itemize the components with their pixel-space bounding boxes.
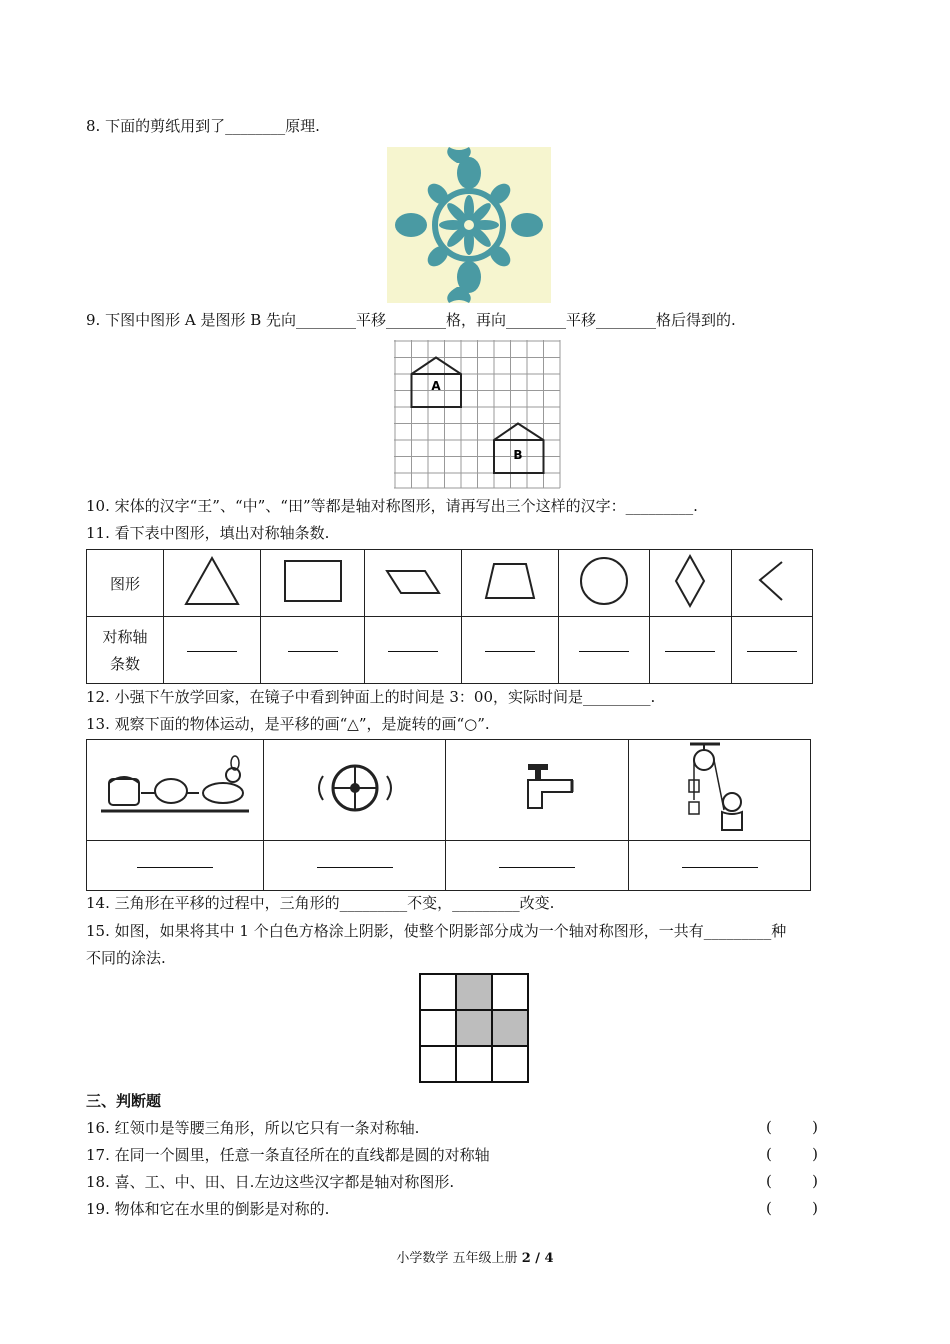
answer-blank[interactable] (731, 617, 812, 684)
answer-bracket[interactable]: ( ) (766, 1118, 818, 1136)
answer-blank[interactable] (446, 841, 629, 891)
answer-blank[interactable] (87, 841, 264, 891)
answer-blank[interactable] (559, 617, 650, 684)
papercut-image (387, 147, 551, 303)
shape-parallelogram (364, 550, 461, 617)
answer-blank[interactable] (261, 617, 365, 684)
answer-bracket[interactable]: ( ) (766, 1199, 818, 1217)
pic-faucet (446, 740, 629, 841)
answer-blank[interactable] (164, 617, 261, 684)
answer-blank[interactable] (650, 617, 731, 684)
question-8: 8. 下面的剪纸用到了________原理. (86, 117, 320, 135)
answer-bracket[interactable]: ( ) (766, 1145, 818, 1163)
answer-bracket[interactable]: ( ) (766, 1172, 818, 1190)
question-14: 14. 三角形在平移的过程中，三角形的_________不变，_________改变. (86, 894, 555, 912)
question-17: 17. 在同一个圆里，任意一条直径所在的直线都是圆的对称轴 (86, 1146, 490, 1164)
question-19: 19. 物体和它在水里的倒影是对称的. (86, 1200, 330, 1218)
shape-angle (731, 550, 812, 617)
section-title: 三、判断题 (86, 1092, 162, 1110)
shape-rectangle (261, 550, 365, 617)
shape-b-label: B (513, 448, 523, 462)
answer-blank[interactable] (462, 617, 559, 684)
question-15-line1: 15. 如图，如果将其中 1 个白色方格涂上阴影，使整个阴影部分成为一个轴对称图形，一共有_________种 (86, 922, 787, 940)
row-label-shape: 图形 (87, 550, 164, 617)
answer-blank[interactable] (629, 841, 811, 891)
question-12: 12. 小强下午放学回家，在镜子中看到钟面上的时间是 3：00，实际时间是_________. (86, 688, 656, 706)
shape-rhombus (650, 550, 731, 617)
page-number: 2 / 4 (521, 1251, 554, 1266)
question-18: 18. 喜、工、中、田、日.左边这些汉字都是轴对称图形. (86, 1173, 455, 1191)
answer-blank[interactable] (264, 841, 446, 891)
pic-pulley (629, 740, 811, 841)
shape-a-label: A (431, 379, 441, 393)
shape-trapezoid (462, 550, 559, 617)
question-13: 13. 观察下面的物体运动，是平移的画“△”，是旋转的画“○”. (86, 715, 490, 733)
row-label-axis: 对称轴 条数 (87, 617, 164, 684)
pic-mouse-cart (87, 740, 264, 841)
pic-steering-wheel (264, 740, 446, 841)
translation-grid (394, 340, 562, 490)
shape-circle (559, 550, 650, 617)
motion-table (86, 739, 811, 891)
page-footer: 小学数学 五年级上册 2 / 4 (396, 1251, 554, 1266)
question-9: 9. 下图中图形 A 是图形 B 先向________平移________格，再向________平移________格后得到的. (86, 311, 736, 329)
shape-triangle (164, 550, 261, 617)
question-11: 11. 看下表中图形，填出对称轴条数. (86, 524, 330, 542)
question-16: 16. 红领巾是等腰三角形，所以它只有一条对称轴. (86, 1119, 420, 1137)
shading-grid (418, 972, 530, 1084)
question-10: 10. 宋体的汉字“王”、“中”、“田”等都是轴对称图形，请再写出三个这样的汉字：_________. (86, 497, 698, 515)
answer-blank[interactable] (364, 617, 461, 684)
symmetry-axis-table (86, 549, 813, 684)
question-15-line2: 不同的涂法. (86, 949, 166, 967)
